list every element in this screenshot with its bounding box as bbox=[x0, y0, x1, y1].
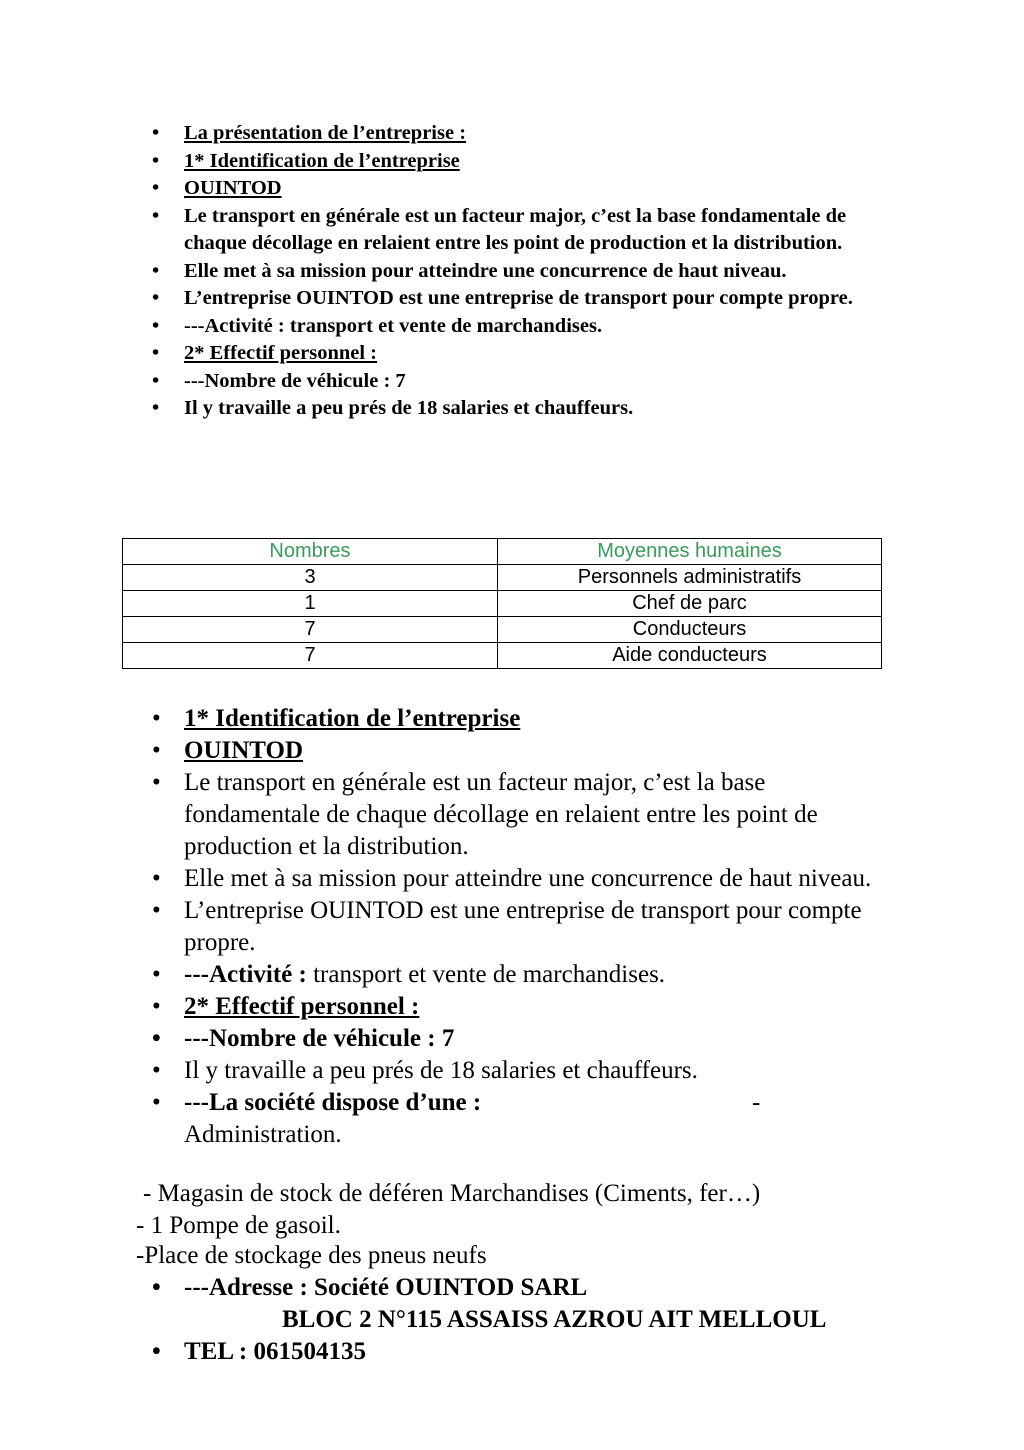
pneus-line: -Place de stockage des pneus neufs bbox=[136, 1242, 487, 1269]
list-item: • Le transport en générale est un facteur major, c’est la base fondamentale de chaque décollage en relaient entre les point de production et la distribution. bbox=[0, 203, 1024, 258]
identification-heading: 1* Identification de l’entreprise bbox=[184, 149, 460, 172]
list-item bbox=[0, 340, 1024, 368]
address-list bbox=[0, 1272, 1024, 1368]
table-cell-role: Personnels administratifs bbox=[498, 565, 882, 591]
table-row bbox=[123, 617, 882, 643]
list-item: • ---Activité : transport et vente de marchandises. bbox=[0, 313, 1024, 341]
company-name: OUINTOD bbox=[184, 737, 304, 764]
table-cell-role: Chef de parc bbox=[498, 591, 882, 617]
adresse-label: ---Adresse : Société OUINTOD SARL bbox=[184, 1274, 588, 1301]
list-item: • Il y travaille a peu prés de 18 salaries et chauffeurs. bbox=[0, 1055, 1024, 1087]
list-item: • TEL : 061504135 bbox=[0, 1336, 1024, 1368]
list-item: • L’entreprise OUINTOD est une entreprise de transport pour compte propre. bbox=[0, 895, 1024, 959]
table-row bbox=[123, 565, 882, 591]
list-item: • ---Nombre de véhicule : 7 bbox=[0, 1023, 1024, 1055]
details-list bbox=[0, 703, 1024, 1151]
table-cell-count: 3 bbox=[123, 565, 498, 591]
list-item bbox=[0, 120, 1024, 148]
staff-table bbox=[122, 538, 882, 669]
list-item bbox=[0, 959, 1024, 991]
table-cell-count: 7 bbox=[123, 617, 498, 643]
list-item bbox=[0, 703, 1024, 735]
list-item: • Il y travaille a peu prés de 18 salaries et chauffeurs. bbox=[0, 395, 1024, 423]
list-item bbox=[0, 1272, 1024, 1336]
table-header-row bbox=[123, 539, 882, 565]
table-row bbox=[123, 643, 882, 669]
presentation-section bbox=[0, 120, 1024, 423]
table-header-moyennes: Moyennes humaines bbox=[498, 539, 882, 565]
list-item bbox=[0, 1087, 1024, 1151]
list-item: • Elle met à sa mission pour atteindre une concurrence de haut niveau. bbox=[0, 258, 1024, 286]
activite-value: transport et vente de marchandises. bbox=[306, 961, 666, 988]
pompe-line: - 1 Pompe de gasoil. bbox=[136, 1212, 341, 1239]
table-header-nombres: Nombres bbox=[123, 539, 498, 565]
list-item: • Elle met à sa mission pour atteindre une concurrence de haut niveau. bbox=[0, 863, 1024, 895]
list-item bbox=[0, 148, 1024, 176]
effectif-heading: 2* Effectif personnel : bbox=[184, 993, 420, 1020]
list-item: • L’entreprise OUINTOD est une entreprise de transport pour compte propre. bbox=[0, 285, 1024, 313]
effectif-heading: 2* Effectif personnel : bbox=[184, 342, 377, 364]
administration: Administration. bbox=[184, 1121, 342, 1148]
table-cell-count: 7 bbox=[123, 643, 498, 669]
adresse-line2: BLOC 2 N°115 ASSAISS AZROU AIT MELLOUL bbox=[282, 1306, 827, 1333]
table-cell-role: Aide conducteurs bbox=[498, 643, 882, 669]
activite-label: ---Activité : bbox=[184, 961, 307, 988]
societe-label: ---La société dispose d’une : bbox=[184, 1089, 482, 1116]
presentation-list bbox=[0, 120, 1024, 423]
details-section bbox=[0, 703, 1024, 1151]
table-row bbox=[123, 591, 882, 617]
dash: - bbox=[752, 1089, 761, 1116]
list-item bbox=[0, 175, 1024, 203]
company-name: OUINTOD bbox=[184, 177, 282, 199]
list-item bbox=[0, 735, 1024, 767]
address-section bbox=[0, 1272, 1024, 1368]
list-item: • ---Nombre de véhicule : 7 bbox=[0, 368, 1024, 396]
table-cell-count: 1 bbox=[123, 591, 498, 617]
table-cell-role: Conducteurs bbox=[498, 617, 882, 643]
magasin-line: - Magasin de stock de déféren Marchandises (Ciments, fer…) bbox=[143, 1180, 761, 1207]
presentation-heading: La présentation de l’entreprise : bbox=[184, 122, 467, 144]
identification-heading: 1* Identification de l’entreprise bbox=[184, 705, 521, 732]
list-item bbox=[0, 991, 1024, 1023]
list-item: • Le transport en générale est un facteur major, c’est la base fondamentale de chaque décollage en relaient entre les point de production et la distribution. bbox=[0, 767, 1024, 863]
